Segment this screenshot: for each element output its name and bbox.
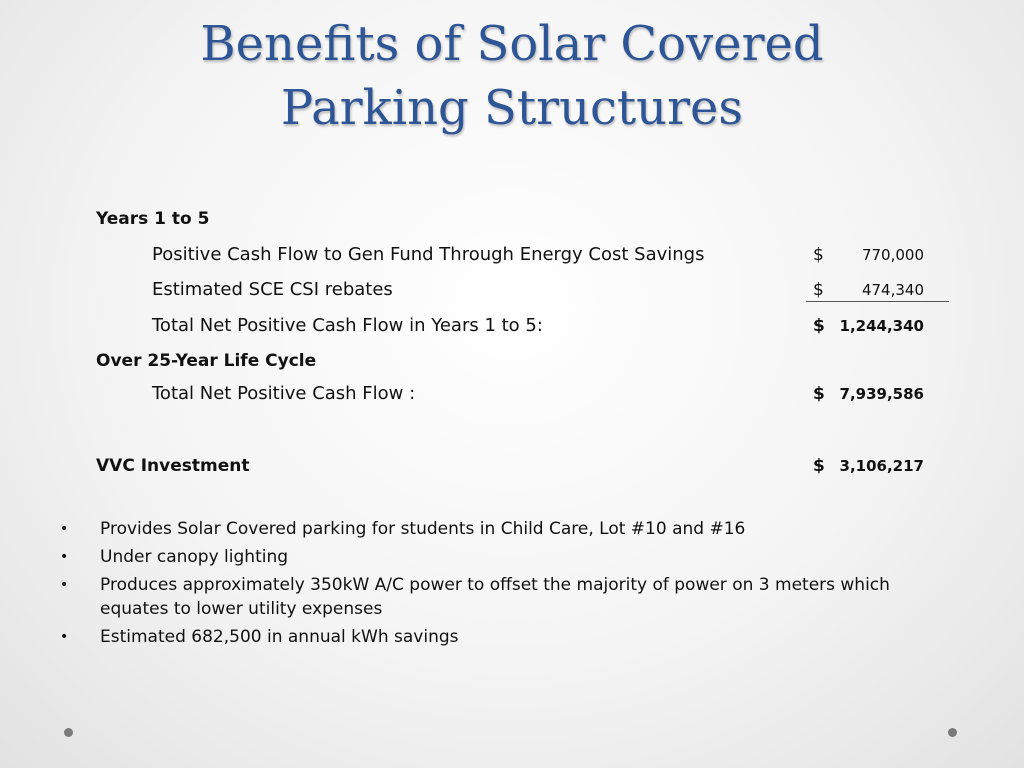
row-currency-vvc-investment: $ bbox=[813, 456, 825, 476]
subtotal-rule bbox=[806, 301, 949, 302]
bullet-item: • Estimated 682,500 in annual kWh savings bbox=[58, 625, 958, 649]
bullet-item: • Under canopy lighting bbox=[58, 545, 958, 569]
row-currency-total-25-year: $ bbox=[813, 384, 825, 404]
row-label-sce-rebates: Estimated SCE CSI rebates bbox=[152, 279, 393, 300]
row-currency-total-years-1-5: $ bbox=[813, 316, 825, 336]
row-amount-vvc-investment: 3,106,217 bbox=[839, 457, 924, 475]
bullet-item: • Provides Solar Covered parking for students in Child Care, Lot #10 and #16 bbox=[58, 517, 958, 541]
row-label-energy-savings: Positive Cash Flow to Gen Fund Through Energy Cost Savings bbox=[152, 244, 705, 265]
slide-title bbox=[0, 12, 1024, 140]
row-amount-sce-rebates: 474,340 bbox=[861, 281, 924, 299]
row-label-total-years-1-5: Total Net Positive Cash Flow in Years 1 to 5: bbox=[152, 315, 543, 336]
row-label-total-25-year: Total Net Positive Cash Flow : bbox=[152, 383, 416, 404]
row-amount-energy-savings: 770,000 bbox=[861, 246, 924, 264]
bullet-item: • Produces approximately 350kW A/C power to offset the majority of power on 3 meters which equates to lower utility expenses bbox=[58, 573, 958, 621]
section-heading-years-1-to-5: Years 1 to 5 bbox=[96, 209, 210, 229]
decorative-dot-right bbox=[948, 728, 957, 737]
slide-title-line-1: Benefits of Solar Covered bbox=[200, 16, 824, 72]
benefits-bullet-list bbox=[58, 517, 958, 653]
row-label-vvc-investment: VVC Investment bbox=[96, 456, 250, 476]
row-currency-energy-savings: $ bbox=[813, 245, 824, 265]
section-heading-25-year: Over 25-Year Life Cycle bbox=[96, 351, 317, 371]
row-amount-total-years-1-5: 1,244,340 bbox=[839, 317, 924, 335]
row-currency-sce-rebates: $ bbox=[813, 280, 824, 300]
row-amount-total-25-year: 7,939,586 bbox=[839, 385, 924, 403]
decorative-dot-left bbox=[64, 728, 73, 737]
slide-title-line-2: Parking Structures bbox=[280, 80, 744, 136]
